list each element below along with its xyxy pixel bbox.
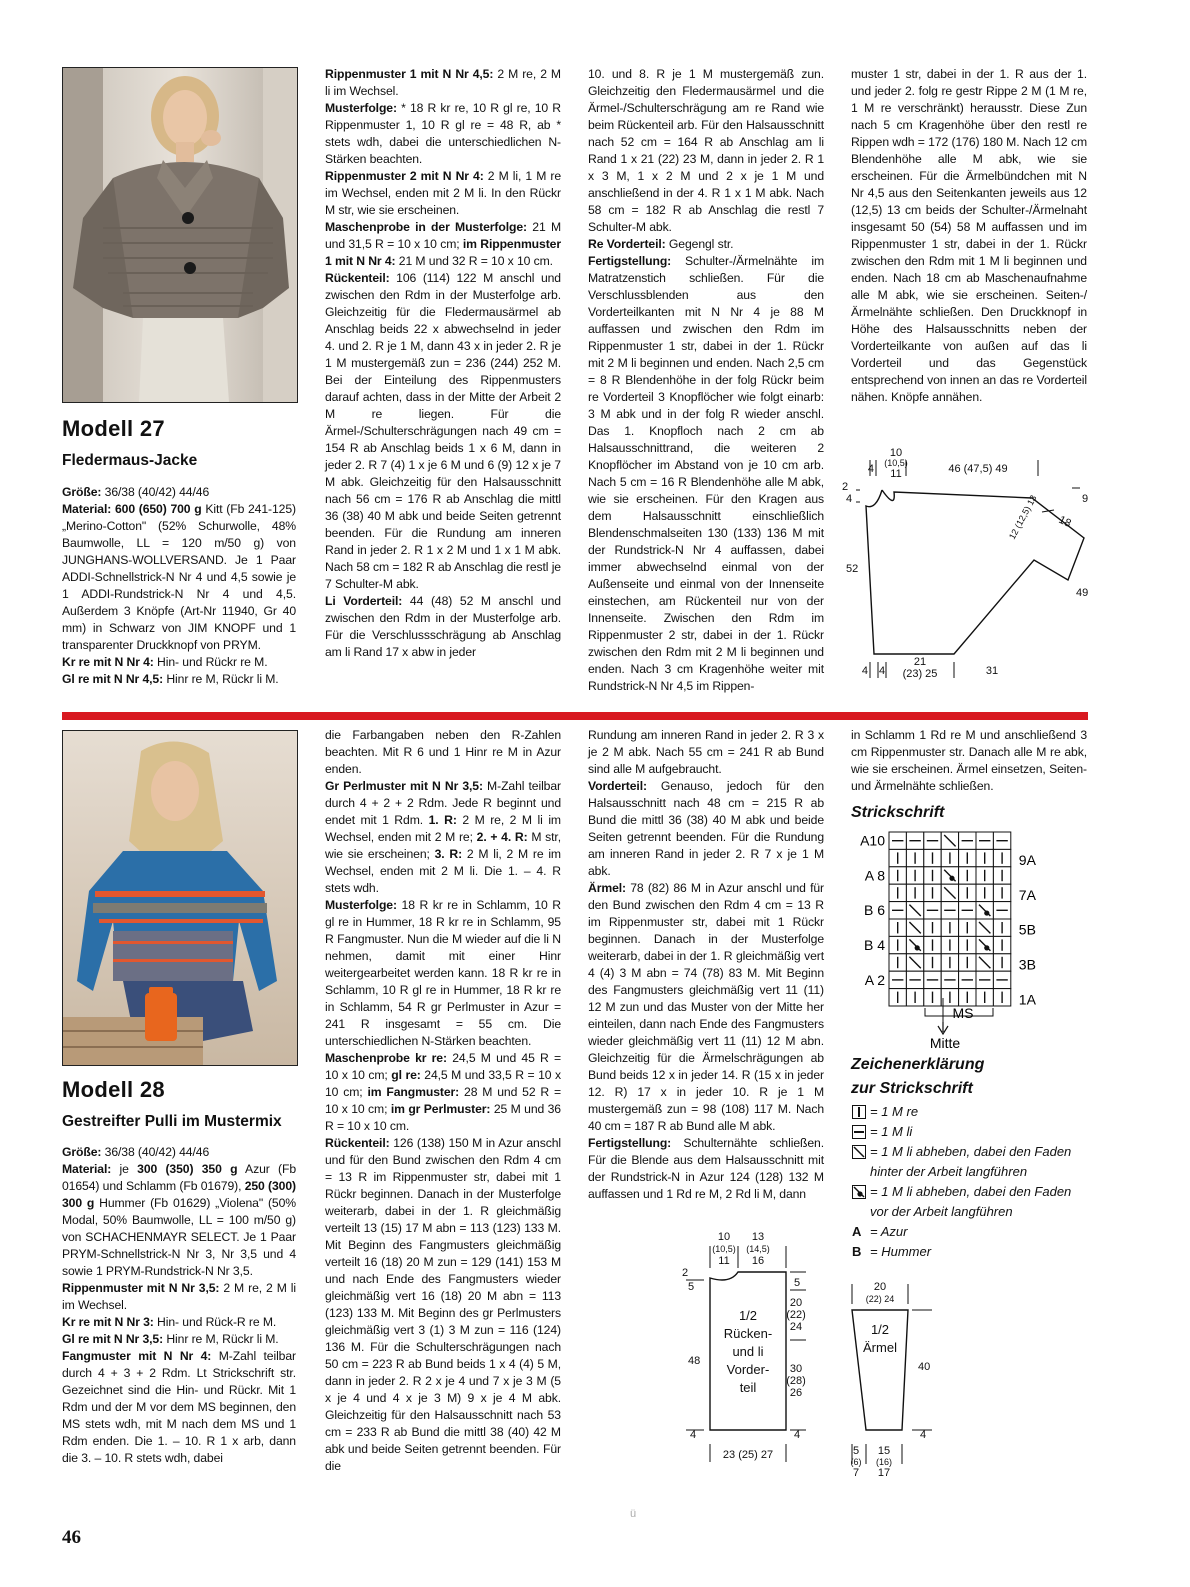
chart-row-label-left: A 2 [864, 971, 885, 988]
body-neck-mid2: (14,5) [746, 1244, 770, 1254]
sleeve-bund: 4 [920, 1429, 927, 1441]
sleeve-top-b: (22) 24 [865, 1294, 895, 1304]
photo-modell-27 [62, 67, 298, 403]
model-27-subtitle: Fledermaus-Jacke [62, 452, 198, 469]
body-neck-top2: 13 [751, 1231, 765, 1243]
chart-heading: Strickschrift [851, 804, 945, 821]
chart-row-label-right: 3B [1018, 956, 1036, 973]
m28-c1-paragraph: Größe: 36/38 (40/42) 44/46 [62, 1145, 210, 1159]
body-right-f: 26 [789, 1387, 803, 1399]
m27-c2-paragraph: Li Vorderteil: 44 (48) 52 M anschl und zwischen den Rdm in der Musterfolge arb. Für die Verschlussschrägung ab Anschlag am li Rand 17 x abw in jeder [325, 594, 561, 659]
legend-color-a: A = Azur [852, 1224, 908, 1239]
schema-27-slope-bot: 4 [846, 493, 853, 505]
chart-row-label-right: 1A [1018, 991, 1036, 1008]
sleeve-bm-b: (16) [875, 1457, 893, 1467]
model-27-column-1 [62, 484, 296, 688]
m27-c2-paragraph: Rippenmuster 1 mit N Nr 4,5: 2 M re, 2 M li im Wechsel. [325, 67, 561, 98]
body-bottom: 23 (25) 27 [722, 1449, 774, 1461]
body-label-2: und li [732, 1344, 764, 1359]
chart-row-label-left: B 4 [863, 936, 885, 953]
body-right-c: 24 [789, 1321, 803, 1333]
body-right-e: (28) [786, 1375, 806, 1387]
m28-c2-paragraph: die Farbangaben neben den R-Zahlen beachten. Mit R 6 und 1 Hinr re M in Azur enden. [325, 728, 561, 776]
m28-c1-paragraph: Kr re mit N Nr 3: Hin- und Rück-R re M. [62, 1315, 277, 1329]
photo-modell-28 [62, 730, 298, 1066]
photo-cardigan-woman [63, 68, 297, 402]
body-slope-bot: 5 [688, 1281, 695, 1293]
schema-27-neck-top: 10 [889, 447, 903, 459]
schema-27-shoulder-left: 4 [867, 463, 874, 475]
legend-heading-2: zur Strickschrift [851, 1080, 973, 1097]
legend-item-slip-front: = 1 M li abheben, dabei den Faden [852, 1182, 1088, 1202]
sleeve-bm-c: 17 [877, 1467, 891, 1479]
body-right-a: 20 [789, 1297, 803, 1309]
slip-front-dot [984, 945, 989, 950]
schema-27-bottom-mid-top: 21 [913, 656, 927, 668]
m27-c3-paragraph: Fertigstellung: Schulter-/Ärmelnähte im Matratzenstich schließen. Für die Verschlussblenden aus den Vorderteilkanten mit N Nr 4 je 88 M auffassen und zwischen den Rdm im Rippenmuster 1 str, dabei in der 1. Rückr mit 2 M li beginnen und enden. Nach 2,5 cm = 8 R Blendenhöhe in der folg Rückr beim re Vorderteil 3 Knopflöcher wie folgt einarb: 3 M abk und in der folg R wieder anschl. Das 1. Knopfloch nach 2 cm ab Halsausschnittrand, die weiteren 2 Knopflöcher im Abstand von je 10 cm arb. Nach 5 cm = 16 R Blendenhöhe alle M abk, wie sie erscheinen. Für den Kragen aus dem Halsausschnitt einschließlich Blendenschmalseiten 130 (133) 136 M mit der Rundstrick-N Nr 4 auffassen, dabei immer abwechselnd einmal von der Außenseite und einmal von der Innenseite einstechen, am Rückenteil nur von der Innenseite. Zwischen den Rdm im Rippenmuster 2 str, dabei in der 1. Rückr zwischen den Rdm mit 2 M li beginnen und enden. Nach 3 cm Kragenhöhe weiter mit Rundstrick-N Nr 4,5 im Rippen- [588, 254, 824, 693]
schema-27-bottom-a: 4 [861, 665, 868, 677]
slip-front-dot [915, 945, 920, 950]
body-height-left: 48 [688, 1355, 701, 1367]
body-label-3: Vorder- [726, 1362, 770, 1377]
body-neck-bot2: 16 [751, 1255, 765, 1267]
body-slope-top: 2 [682, 1267, 689, 1279]
sleeve-label-1: Ärmel [863, 1340, 897, 1355]
schema-27-height-left: 52 [846, 563, 859, 575]
knitting-chart [851, 828, 1051, 1054]
m27-c3-paragraph: 10. und 8. R je 1 M mustergemäß zun. Gleichzeitig den Fledermausärmel und die Ärmel-/Schulterschrägung am re Rand wie beim Rückenteil arb. Für den Halsausschnitt nach 52 cm = 164 R ab Anschlag am li Rand 1 x 21 (22) 23 M, dann in jeder 2. R 1 x 3 M, 1 x 2 M und 2 x je 1 M und anschließend in der 4. R 1 x 1 M abk. Nach 58 cm = 182 R ab Anschlag die restl 7 Schulter-M abk. [588, 67, 824, 234]
body-label-0: 1/2 [738, 1308, 758, 1323]
model-27-title: Modell 27 [62, 416, 165, 441]
m27-c1-paragraph: Material: 600 (650) 700 g Kitt (Fb 241-125) „Merino-Cotton" (52% Schurwolle, 48% Baumwolle, LL = 120 m/50 g) von JUNGHANS-WOLLVERSAND. Je 1 Paar ADDI-Schnellstrick-N Nr 4 und 4,5 sowie je 1 ADDI-Rundstrick-N Nr 4 und 4,5. Außerdem 3 Knöpfe (Art-Nr 11940, Gr 40 mm) in Schwarz von JIM KNOPF und 1 transparenter Druckknopf von PRYM. [62, 502, 296, 652]
purl-stitch-icon [852, 1125, 866, 1139]
sleeve-height: 40 [918, 1361, 931, 1373]
arrow-down-icon [938, 1022, 948, 1034]
slip-front-dot [984, 910, 989, 915]
m28-c2-paragraph: Maschenprobe kr re: 24,5 M und 45 R = 10 x 10 cm; gl re: 24,5 M und 33,5 R = 10 x 10 cm; im Fangmuster: 28 M und 52 R = 10 x 10 cm; im gr Perlmuster: 25 M und 36 R = 10 x 10 cm. [325, 1051, 562, 1133]
m27-c2-paragraph: Rippenmuster 2 mit N Nr 4: 2 M li, 1 M re im Wechsel, enden mit 2 M li. In den Rückr M str, wie sie erscheinen. [325, 169, 561, 217]
schema-27-sleeve-length: 18 [1056, 513, 1073, 530]
model-28-column-2 [325, 727, 561, 1475]
section-divider [62, 712, 1088, 720]
schema-27-bottom-b: 4 [878, 665, 886, 677]
m27-c4-paragraph: muster 1 str, dabei in der 1. R aus der 1. und jeder 2. folg re gestr Rippe 2 M (1 M re, 1 M re verschränkt) herausstr. Diese Zun nach 5 cm Kragenhöhe über den restl re Rippen wdh = 172 (176) 180 M. Nach 12 cm Blendenhöhe alle M abk, wie sie erscheinen. Für die Ärmelbündchen mit N Nr 4,5 aus den Seitenkanten jeweils aus 12 (12,5) 13 cm beids der Schulter-/Ärmelnaht insgesamt 50 (54) 58 M auffassen und im Rippenmuster 1 str, dabei in der 1. Rückr zwischen den Rdm mit 1 M li beginnen und enden. Nach 18 cm ab Maschenaufnahme alle M abk, wie sie erscheinen. Seiten-/Ärmelnähte schließen. Den Druckknopf in Höhe des Halsausschnitts neben der Vorderteilkante von außen auf das li Vorderteil und das Gegenstück entsprechend von innen an das re Vorderteil nähen. Knöpfe annähen. [851, 67, 1087, 404]
legend-item-knit: = 1 M re [852, 1102, 1088, 1122]
m28-c3-paragraph: Vorderteil: Genauso, jedoch für den Halsausschnitt nach 48 cm = 215 R ab Bund die mittl 36 (38) 40 M abk und beide Seiten getrennt beenden. Für die Rundung am inneren Rand in jeder 2. R 7 x je 1 M abk. [588, 779, 824, 878]
model-28-column-3 [588, 727, 824, 1203]
sleeve-bl-b: (6) [850, 1457, 862, 1467]
m28-c1-paragraph: Material: je 300 (350) 350 g Azur (Fb 01654) und Schlamm (Fb 01679), 250 (300) 300 g Hummer (Fb 01629) „Violena" (50% Modal, 50% Baumwolle, LL = 100 m/50 g) von SCHACHENMAYR SELECT. Je 1 Paar PRYM-Schnellstrick-N Nr 3, Nr 3,5 und 4 sowie 1 PRYM-Rundstrick-N Nr 3,5. [62, 1162, 296, 1278]
model-28-sleeve-schema [838, 1278, 948, 1484]
m28-c1-paragraph: Gl re mit N Nr 3,5: Hinr re M, Rückr li M. [62, 1332, 279, 1346]
schema-27-cuff-right: 9 [1082, 493, 1089, 505]
chart-row-label-right: 9A [1018, 852, 1036, 869]
m28-c3-paragraph: Ärmel: 78 (82) 86 M in Azur anschl und für den Bund zwischen den Rdm 4 cm = 13 R im Rippenmuster str, dabei mit 1 Rückr beginnen. Danach in der Musterfolge weiterarb, dabei in der 1. R gleichmäßig vert 4 (4) 3 M abn = 74 (78) 83 M. Mit Beginn des Fangmusters gleichmäßig vert 11 (11) 12 M zun und das Muster von der Mitte her einteilen, dann nach Ende des Fangmusters wieder gleichmäßig vert 11 (11) 12 M abn. Gleichzeitig für die Ärmelschrägungen ab Bund beids 12 x in jeder 14. R (15 x in jeder 12. R) 17 x in jeder 10. R je 1 M mustergemäß zun = 98 (108) 117 M. Nach 40 cm = 187 R ab Bund alle M abk. [588, 881, 824, 1133]
schema-27-height-right: 49 [1076, 587, 1089, 599]
schema-27-neck-mid: (10,5) [884, 458, 908, 468]
legend-item-purl: = 1 M li [852, 1122, 1088, 1142]
body-right-b: (22) [786, 1309, 806, 1321]
body-bund-left: 4 [690, 1429, 697, 1441]
chart-row-label-left: B 6 [863, 902, 885, 919]
footer-mark: ü [630, 1508, 637, 1520]
m27-c2-paragraph: Musterfolge: * 18 R kr re, 10 R gl re, 10 R Rippenmuster 1, 10 R gl re = 48 R, ab * stets wdh, dabei die unterschiedlichen N-Stärken beachten. [325, 101, 561, 166]
slip-front-dot [949, 876, 954, 881]
m27-c3-paragraph: Re Vorderteil: Gegengl str. [588, 237, 734, 251]
schema-27-slope-top: 2 [842, 481, 849, 493]
sleeve-bl-c: 7 [852, 1467, 860, 1479]
body-label-4: teil [739, 1380, 757, 1395]
schema-27-neck-bot: 11 [890, 468, 902, 480]
schema-27-bottom-right: 31 [985, 665, 999, 677]
m28-c3-paragraph: Rundung am inneren Rand in jeder 2. R 3 x je 2 M abk. Nach 55 cm = 241 R ab Bund sind alle M aufgebraucht. [588, 728, 824, 776]
chart-row-label-left: A 8 [864, 867, 885, 884]
m27-c1-paragraph: Kr re mit N Nr 4: Hin- und Rückr re M. [62, 655, 268, 669]
model-27-schema [836, 440, 1096, 690]
legend-color-b: B = Hummer [852, 1244, 932, 1259]
body-neck-top: 10 [717, 1231, 731, 1243]
model-28-body-schema [676, 1228, 826, 1484]
slip-back-icon [852, 1145, 866, 1159]
m28-c1-paragraph: Fangmuster mit N Nr 4: M-Zahl teilbar durch 4 + 3 + 2 Rdm. Lt Strickschrift str. Gezeichnet sind die Hin- und Rückr. Mit 1 Rdm und der M vor dem MS beginnen, den MS stets wdh, mit M nach dem MS und 1 Rdm enden. Die 1. – 10. R 1 x arb, dann die 3. – 10. R stets wdh, dabei [62, 1349, 297, 1465]
sleeve-label-0: 1/2 [870, 1322, 890, 1337]
legend-item-slip-back: = 1 M li abheben, dabei den Faden [852, 1142, 1088, 1162]
m27-c1-paragraph: Größe: 36/38 (40/42) 44/46 [62, 485, 210, 499]
body-right-d: 30 [789, 1363, 803, 1375]
model-28-column-1 [62, 1144, 296, 1467]
schema-27-bottom-mid: (23) 25 [902, 668, 938, 680]
photo-striped-sweater-woman [63, 731, 297, 1065]
m28-c4-paragraph: in Schlamm 1 Rd re M und anschließend 3 cm Rippenmuster str. Danach alle M re abk, wie sie erscheinen. Ärmel einsetzen, Seiten- und Ärmelnähte schließen. [851, 728, 1087, 793]
page-number: 46 [62, 1527, 81, 1548]
chart-ms-label: MS [952, 1005, 974, 1021]
model-27-column-2 [325, 66, 561, 661]
model-28-subtitle: Gestreifter Pulli im Mustermix [62, 1113, 282, 1130]
slip-front-icon [852, 1185, 866, 1199]
m27-c2-paragraph: Maschenprobe in der Musterfolge: 21 M und 31,5 R = 10 x 10 cm; im Rippenmuster 1 mit N Nr 4: 21 M und 32 R = 10 x 10 cm. [325, 220, 561, 268]
m28-c3-paragraph: Fertigstellung: Schulternähte schließen. Für die Blende aus dem Halsausschnitt mit der Rundstrick-N in Azur 124 (128) 132 M auffassen und 1 Rd re M, 2 Rd li M, dann [588, 1136, 824, 1201]
body-bund-right: 4 [794, 1429, 801, 1441]
model-28-column-4 [851, 727, 1087, 795]
body-label-1: Rücken- [723, 1326, 773, 1341]
body-neck-bot: 11 [718, 1255, 730, 1267]
m28-c2-paragraph: Gr Perlmuster mit N Nr 3,5: M-Zahl teilbar durch 4 + 2 + 2 Rdm. Jede R beginnt und endet mit 1 Rdm. 1. R: 2 M re, 2 M li im Wechsel, enden mit 2 M re; 2. + 4. R: M str, wie sie erscheinen; 3. R: 2 M li, 2 M re im Wechsel, enden mit 2 M li. Die 1. – 4. R stets wdh. [325, 779, 562, 895]
body-right-top: 5 [794, 1277, 801, 1289]
knit-stitch-icon [852, 1105, 866, 1119]
model-27-column-3 [588, 66, 824, 695]
model-27-column-4 [851, 66, 1087, 406]
chart-mitte-label: Mitte [929, 1035, 961, 1051]
chart-row-label-right: 7A [1018, 886, 1036, 903]
chart-grid [860, 832, 1037, 1007]
legend-list: = 1 M re = 1 M li = 1 M li abheben, dabei den Faden hinter der Arbeit langführen = 1 M li abheben, dabei den Faden vor der Arbeit langführen A = Azur B = Hummer [852, 1102, 1088, 1262]
body-neck-mid: (10,5) [712, 1244, 736, 1254]
m28-c2-paragraph: Rückenteil: 126 (138) 150 M in Azur anschl und für den Bund zwischen den Rdm 4 cm = 13 R im Rippenmuster str, dabei mit 1 Rückr beginnen. Danach in der Musterfolge weiterarb, dabei in der 1. R gleichmäßig verteilt 13 (15) 17 M abn = 113 (123) 133 M. Mit Beginn des Fangmusters gleichmäßig verteilt 16 (18) 20 M zun = 129 (141) 153 M und nach Ende des Fangmusters wieder gleichmäßig vert 16 (18) 20 M abn = 113 (123) 133 M. Mit Beginn des gr Perlmusters gleichmäßig vert 3 (1) 3 M zun = 116 (124) 136 M. Für die Schulterschrägungen nach 50 cm = 223 R ab Bund beids 1 x 4 (4) 5 M, dann in jeder 2. R 2 x je 4 und 7 x je 3 M (5 x je 4 und 4 x je 3 M) 9 x je 4 M abk. Gleichzeitig für den Halsausschnitt nach 53 cm = 233 R ab Bund die mittl 38 (40) 42 M abk und beide Seiten getrennt beenden. Für die [325, 1136, 561, 1473]
chart-row-label-left: A10 [860, 832, 885, 849]
schema-27-shoulder-width: 46 (47,5) 49 [948, 463, 1008, 475]
model-28-title: Modell 28 [62, 1077, 165, 1102]
m27-c2-paragraph: Rückenteil: 106 (114) 122 M anschl und zwischen den Rdm in der Musterfolge arb. Gleichzeitig für die Fledermausärmel ab Anschlag beids 22 x abwechselnd in jeder 4. und 2. R je 1 M, dann 43 x in jeder 2. R je 1 M mustergemäß zun = 236 (244) 252 M. Bei der Einteilung des Rippenmusters darauf achten, dass in der Mitte der Arbeit 2 M re liegen. Für die Ärmel-/Schulterschrägungen nach 49 cm = 154 R ab Anschlag beids 1 x 6 M, dann in jeder 2. R 7 (4) 1 x je 6 M und 6 (9) 12 x je 7 M abk. Gleichzeitig für den Halsausschnitt nach 56 cm = 176 R ab Anschlag die mittl 36 (38) 40 M abk und beide Seiten getrennt beenden. Für die Rundung am inneren Rand in jeder 2. R 1 x 2 M und 1 x 1 M abk. Nach 58 cm = 182 R ab Anschlag die restl je 7 Schulter-M abk. [325, 271, 561, 591]
m28-c2-paragraph: Musterfolge: 18 R kr re in Schlamm, 10 R gl re in Hummer, 18 R kr re in Schlamm, 95 R Fangmuster. Nun die M wieder auf die li N nehmen, damit mit einer Hinr weitergearbeitet werden kann. 18 R kr re in Schlamm, 10 R gl re in Hummer, 18 R kr re in Schlamm, 54 R gr Perlmuster in Azur = 241 R insgesamt = 55 cm. Die unterschiedlichen N-Stärken beachten. [325, 898, 561, 1048]
m28-c1-paragraph: Rippenmuster mit N Nr 3,5: 2 M re, 2 M li im Wechsel. [62, 1281, 296, 1312]
schema-27-cuff-width: 12 (12,5) 13 [1006, 493, 1039, 541]
chart-row-label-right: 5B [1018, 921, 1036, 938]
m27-c1-paragraph: Gl re mit N Nr 4,5: Hinr re M, Rückr li M. [62, 672, 279, 686]
sleeve-top-a: 20 [873, 1281, 887, 1293]
legend-heading-1: Zeichenerklärung [851, 1056, 985, 1073]
sleeve-bl-a: 5 [852, 1445, 860, 1457]
sleeve-bm-a: 15 [877, 1445, 891, 1457]
